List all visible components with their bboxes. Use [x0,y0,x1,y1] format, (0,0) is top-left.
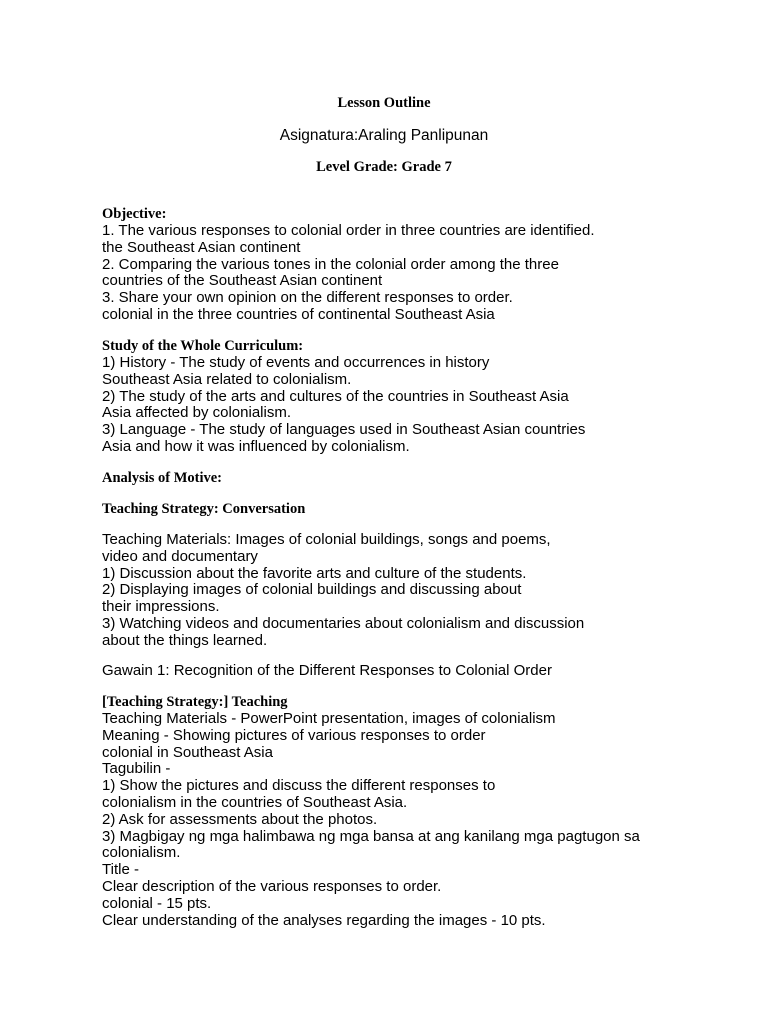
objective-section [102,206,722,324]
materials-line: their impressions. [102,598,220,616]
teaching-line: 2) Ask for assessments about the photos. [102,810,378,828]
grade-level: Level Grade: Grade 7 [316,159,452,175]
materials-line: 2) Displaying images of colonial buildings and discussing about [102,581,522,599]
motive-heading: Analysis of Motive: [102,470,223,486]
materials-line: video and documentary [102,547,258,565]
curriculum-section [102,338,722,456]
subject-line: Asignatura:Araling Panlipunan [279,127,489,144]
objective-line: 3. Share your own opinion on the different responses to order. [102,289,513,307]
teaching-line: Meaning - Showing pictures of various responses to order [102,726,486,744]
objective-heading: Objective: [102,206,167,222]
objective-line: the Southeast Asian continent [102,238,301,256]
curriculum-line: Asia affected by colonialism. [102,404,291,422]
objective-line: 2. Comparing the various tones in the colonial order among the three [102,255,559,273]
gawain-section [102,663,722,680]
teaching-section [102,694,722,929]
materials-line: 1) Discussion about the favorite arts and culture of the students. [102,564,527,582]
teaching-line: Title - [102,861,139,879]
curriculum-line: 1) History - The study of events and occurrences in history [102,354,490,371]
document-title: Lesson Outline [337,95,431,111]
teaching-line: colonialism. [102,844,181,862]
teaching-line: Clear description of the various responses to order. [102,877,442,895]
teaching-line: Clear understanding of the analyses regarding the images - 10 pts. [102,911,546,929]
teaching-line: Tagubilin - [102,760,171,778]
gawain-title: Gawain 1: Recognition of the Different Responses to Colonial Order [102,662,552,679]
strategy-section [102,501,722,518]
motive-section [102,470,722,487]
curriculum-line: Asia and how it was influenced by colonialism. [102,437,410,455]
materials-section [102,532,722,650]
materials-line: about the things learned. [102,631,268,649]
teaching-line: 1) Show the pictures and discuss the different responses to [102,777,496,795]
objective-line: 1. The various responses to colonial order in three countries are identified. [102,222,595,239]
teaching-line: colonial - 15 pts. [102,894,212,912]
objective-line: countries of the Southeast Asian continent [102,272,383,290]
curriculum-line: 2) The study of the arts and cultures of the countries in Southeast Asia [102,387,569,405]
teaching-line: colonialism in the countries of Southeast Asia. [102,793,408,811]
teaching-line: 3) Magbigay ng mga halimbawa ng mga bansa at ang kanilang mga pagtugon sa [102,827,640,845]
teaching-line: Teaching Materials - PowerPoint presentation, images of colonialism [102,710,556,727]
curriculum-line: Southeast Asia related to colonialism. [102,370,352,388]
strategy-heading: Teaching Strategy: Conversation [102,501,306,517]
curriculum-line: 3) Language - The study of languages used in Southeast Asian countries [102,421,586,439]
materials-line: Teaching Materials: Images of colonial buildings, songs and poems, [102,531,551,548]
teaching-heading: [Teaching Strategy:] Teaching [102,694,288,710]
objective-line: colonial in the three countries of continental Southeast Asia [102,305,495,323]
curriculum-heading: Study of the Whole Curriculum: [102,338,304,354]
materials-line: 3) Watching videos and documentaries about colonialism and discussion [102,614,585,632]
teaching-line: colonial in Southeast Asia [102,743,273,761]
